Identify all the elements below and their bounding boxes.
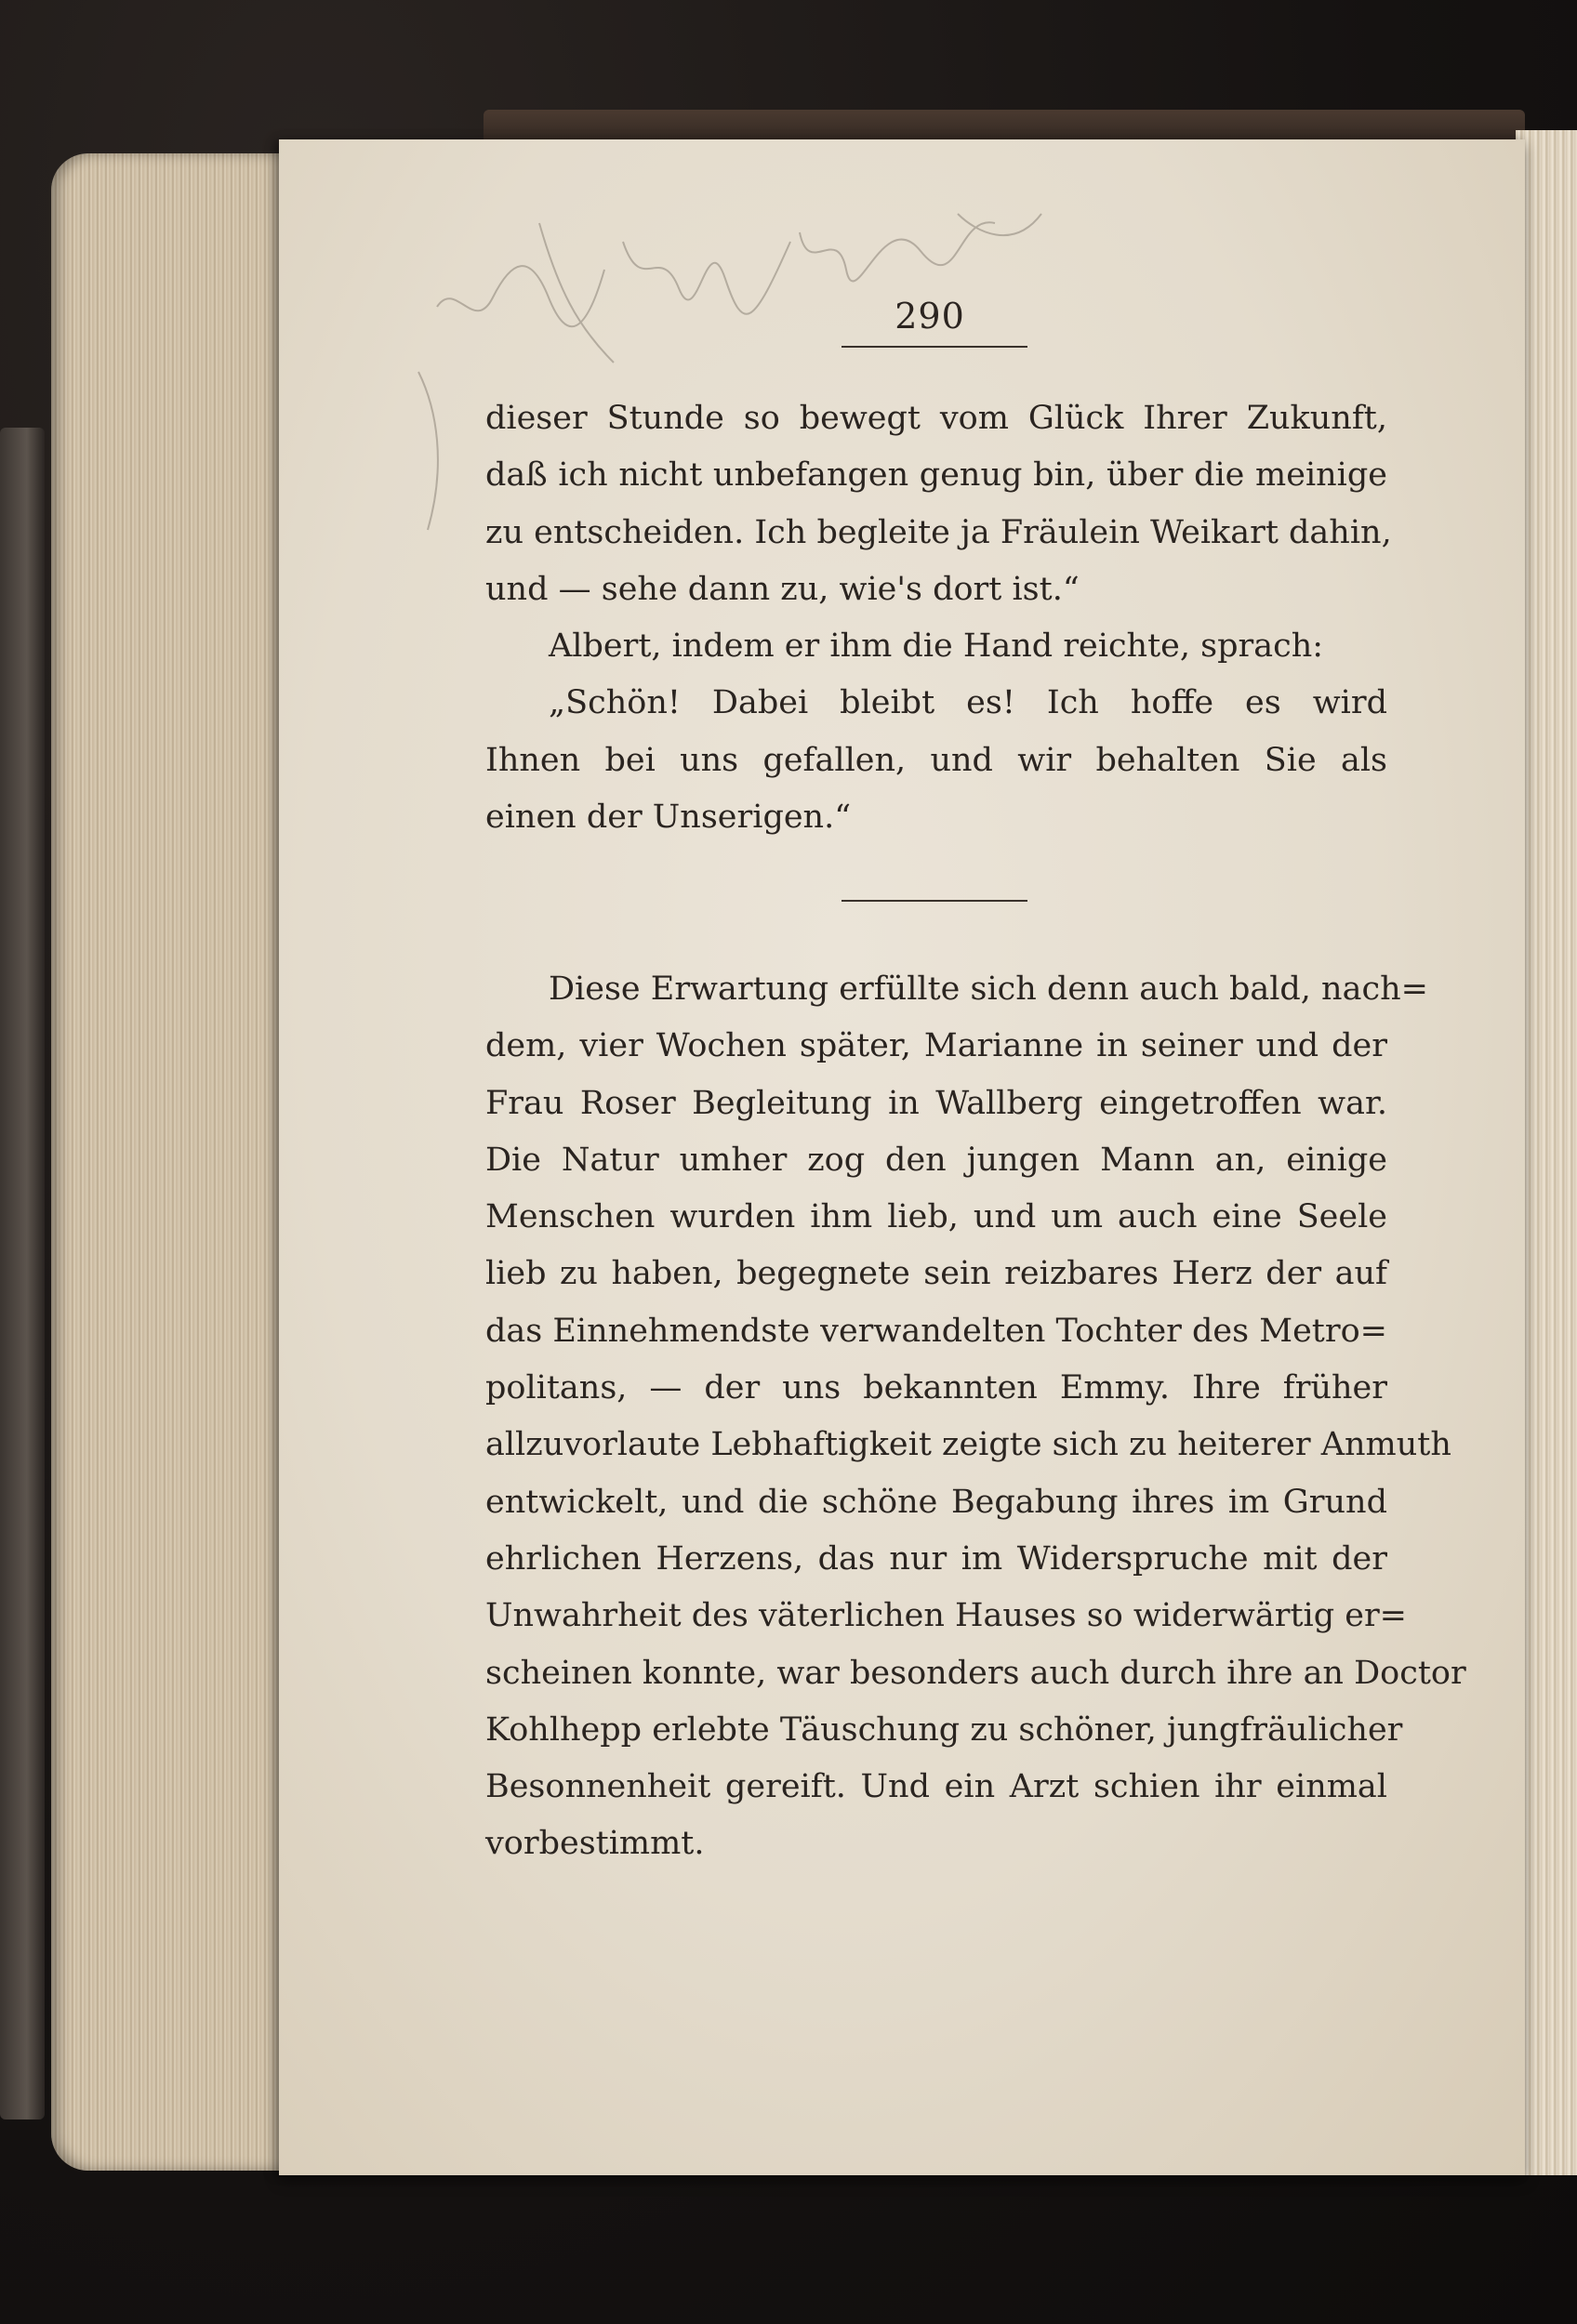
text-line: das Einnehmendste verwandelten Tochter des Metro= bbox=[485, 1312, 1387, 1350]
text-line: und — sehe dann zu, wie's dort ist.“ bbox=[485, 570, 1080, 608]
page-number: 290 bbox=[895, 296, 965, 337]
paragraph bbox=[485, 618, 1387, 675]
paragraph bbox=[485, 675, 1387, 846]
text-line: Diese Erwartung erfüllte sich denn auch bald, nach= bbox=[549, 971, 1428, 1008]
text-line: lieb zu haben, begegnete sein reizbares Herz der auf bbox=[485, 1255, 1387, 1293]
text-line: zu entscheiden. Ich begleite ja Fräulein Weikart dahin, bbox=[485, 513, 1392, 551]
text-line: ehrlichen Herzens, das nur im Widerspruche mit der bbox=[485, 1539, 1387, 1578]
text-line: Ihnen bei uns gefallen, und wir behalten Sie als bbox=[485, 741, 1387, 779]
text-line: Albert, indem er ihm die Hand reichte, sprach: bbox=[549, 627, 1324, 666]
text-line: Menschen wurden ihm lieb, und um auch eine Seele bbox=[485, 1198, 1387, 1236]
paragraph bbox=[485, 390, 1392, 618]
text-line: Frau Roser Begleitung in Wallberg eingetroffen war. bbox=[485, 1084, 1387, 1122]
header-rule bbox=[842, 346, 1027, 348]
text-line: Unwahrheit des väterlichen Hauses so widerwärtig er= bbox=[485, 1597, 1408, 1635]
text-line: daß ich nicht unbefangen genug bin, über die meinige bbox=[485, 456, 1387, 495]
text-section-top bbox=[485, 390, 1392, 846]
text-line: dieser Stunde so bewegt vom Glück Ihrer Zukunft, bbox=[485, 400, 1387, 437]
text-line: dem, vier Wochen später, Marianne in seiner und der bbox=[485, 1027, 1387, 1065]
text-line: entwickelt, und die schöne Begabung ihres im Grund bbox=[485, 1483, 1387, 1521]
text-line: Die Natur umher zog den jungen Mann an, einige bbox=[485, 1141, 1387, 1179]
text-line: vorbestimmt. bbox=[485, 1825, 705, 1863]
text-line: politans, — der uns bekannten Emmy. Ihre früher bbox=[485, 1369, 1387, 1407]
text-line: scheinen konnte, war besonders auch durch ihre an Doctor bbox=[485, 1654, 1466, 1692]
text-line: Kohlhepp erlebte Täuschung zu schöner, jungfräulicher bbox=[485, 1710, 1403, 1749]
paragraph bbox=[485, 961, 1466, 1873]
section-divider bbox=[842, 900, 1027, 902]
book-cover-spine bbox=[0, 428, 45, 2119]
text-section-bottom bbox=[485, 961, 1466, 1873]
page-edges-left bbox=[51, 153, 302, 2171]
text-line: Besonnenheit gereift. Und ein Arzt schien ihr einmal bbox=[485, 1768, 1387, 1806]
text-line: allzuvorlaute Lebhaftigkeit zeigte sich zu heiterer Anmuth bbox=[485, 1426, 1451, 1464]
text-line: einen der Unserigen.“ bbox=[485, 799, 852, 837]
text-line: „Schön! Dabei bleibt es! Ich hoffe es wird bbox=[549, 684, 1387, 722]
